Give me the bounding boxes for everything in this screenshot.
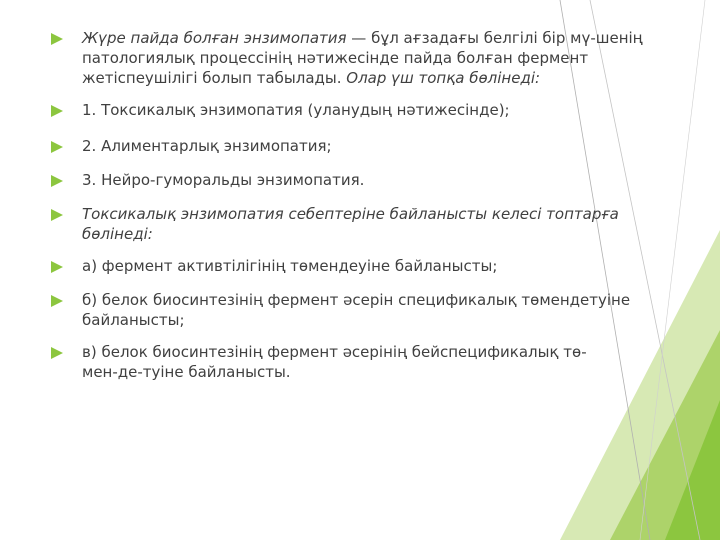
term-italic: Жүре пайда болған энзимопатия bbox=[82, 29, 347, 47]
list-item-text bbox=[82, 28, 670, 88]
definition-text: — бұл ағзадағы белгілі бір мү-шенің патологиялық процессінің нәтижесінде пайда болған фермент жетіспеушілігі болып табылады. bbox=[82, 29, 643, 87]
triangle-right-icon bbox=[50, 208, 64, 222]
list-item-text: а) фермент активтілігінің төмендеуіне байланысты; bbox=[82, 257, 498, 275]
list-item bbox=[50, 170, 670, 190]
list-item-text: Токсикалық энзимопатия себептеріне байланысты келесі топтарға бөлінеді: bbox=[82, 205, 619, 243]
list-item bbox=[50, 256, 670, 276]
list-item-text: 2. Алиментарлық энзимопатия; bbox=[82, 137, 332, 155]
triangle-right-icon bbox=[50, 260, 64, 274]
triangle-right-icon bbox=[50, 32, 64, 46]
list-item-text: 1. Токсикалық энзимопатия (уланудың нәтижесінде); bbox=[82, 101, 510, 119]
list-item bbox=[50, 136, 670, 156]
list-item-text: 3. Нейро-гуморальды энзимопатия. bbox=[82, 171, 365, 189]
list-item-text: в) белок биосинтезінің фермент әсерінің бейспецификалық тө-мен-де-туіне байланысты. bbox=[82, 343, 587, 381]
list-item bbox=[50, 204, 670, 244]
triangle-right-icon bbox=[50, 104, 64, 118]
triangle-right-icon bbox=[50, 140, 64, 154]
list-item bbox=[50, 342, 670, 382]
triangle-right-icon bbox=[50, 174, 64, 188]
triangle-right-icon bbox=[50, 294, 64, 308]
list-item bbox=[50, 100, 670, 120]
list-item-text: б) белок биосинтезінің фермент әсерін спецификалық төмендетуіне байланысты; bbox=[82, 291, 631, 329]
groups-intro-italic: Олар үш топқа бөлінеді: bbox=[346, 69, 541, 87]
list-item bbox=[50, 290, 670, 330]
triangle-right-icon bbox=[50, 346, 64, 360]
list-item bbox=[50, 28, 670, 88]
